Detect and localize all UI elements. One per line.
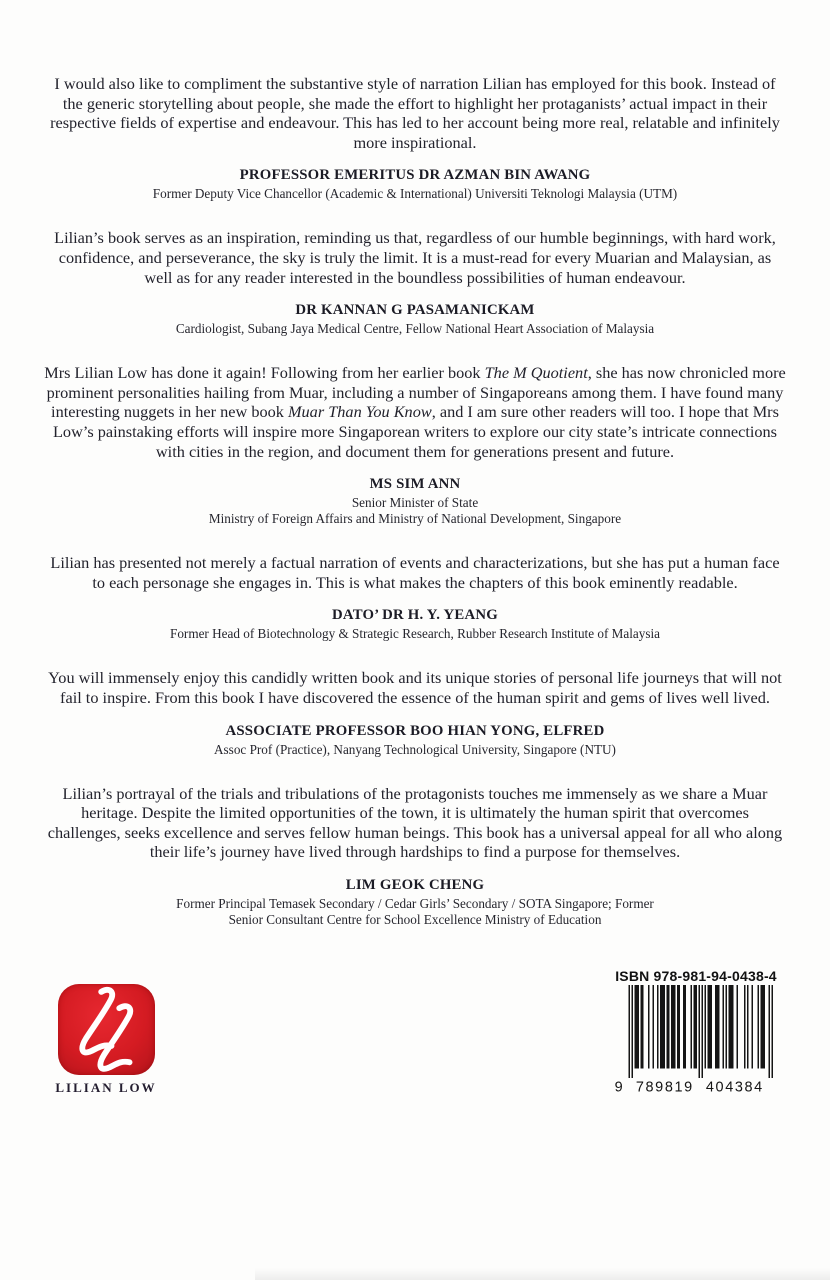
testimonials-section xyxy=(0,74,830,928)
publisher-logo-box xyxy=(58,984,155,1075)
testimonial-attribution xyxy=(0,476,830,527)
testimonial-role: Assoc Prof (Practice), Nanyang Technological University, Singapore (NTU) xyxy=(214,741,616,757)
testimonial-roles xyxy=(0,495,830,527)
testimonial-name: ASSOCIATE PROFESSOR BOO HIAN YONG, ELFRED xyxy=(225,722,605,739)
quote-book-title: Muar Than You Know xyxy=(287,402,432,422)
publisher-wordmark: LILIAN LOW xyxy=(55,1079,157,1095)
testimonial-role: Ministry of Foreign Affairs and Ministry of National Development, Singapore xyxy=(208,511,622,527)
testimonial-attribution xyxy=(0,723,830,758)
quote-book-title: The M Quotient xyxy=(484,363,588,383)
svg-text:789819: 789819 xyxy=(635,1079,693,1095)
quote-text: Lilian has presented not merely a factual narration of events and characterizations, but she has put a human face to each personage she engages in. This is what makes the chapters of this book eminently readable. xyxy=(50,553,780,592)
testimonial-role: Former Deputy Vice Chancellor (Academic & International) Universiti Teknologi Malaysia (UTM) xyxy=(152,186,678,202)
testimonial-roles xyxy=(0,742,830,758)
testimonial-quote xyxy=(43,553,787,592)
lilian-low-monogram-icon xyxy=(60,986,152,1072)
testimonial-roles xyxy=(0,321,830,337)
testimonial-role: Senior Consultant Centre for School Excellence Ministry of Education xyxy=(228,911,602,927)
testimonial-attribution xyxy=(0,167,830,202)
svg-text:404384: 404384 xyxy=(705,1079,763,1095)
testimonial-name: DR KANNAN G PASAMANICKAM xyxy=(295,302,535,319)
svg-text:9: 9 xyxy=(614,1079,623,1095)
isbn-block xyxy=(608,968,784,1095)
testimonial-quote xyxy=(43,363,787,461)
quote-text: I would also like to compliment the substantive style of narration Lilian has employed for this book. Instead of the generic storytelling about people, she made the effort to highlight her protaganists’ actual impact in their respective fields of expertise and endeavour. This has led to her account being more real, relatable and infinitely more inspirational. xyxy=(50,74,780,152)
testimonial-attribution xyxy=(0,607,830,642)
isbn-label: ISBN 978-981-94-0438-4 xyxy=(615,967,777,984)
testimonial-quote xyxy=(43,784,787,862)
testimonial-roles xyxy=(0,626,830,642)
testimonial-quote xyxy=(43,668,787,707)
testimonial-name: MS SIM ANN xyxy=(369,476,461,493)
testimonial-role: Former Principal Temasek Secondary / Cedar Girls’ Secondary / SOTA Singapore; Former xyxy=(176,895,654,911)
testimonial-roles xyxy=(0,896,830,928)
testimonial-block xyxy=(0,74,830,202)
page-bottom-shadow xyxy=(255,1268,830,1280)
testimonial-block xyxy=(0,363,830,527)
testimonial-roles xyxy=(0,186,830,202)
quote-text: , and I am sure other readers will too. I hope that Mrs Low’s painstaking efforts will inspire more Singaporean writers to explore our city state’s intricate connections with cities in the region, and document them for generations present and future. xyxy=(52,402,779,461)
testimonial-block xyxy=(0,553,830,642)
quote-text: You will immensely enjoy this candidly written book and its unique stories of personal life journeys that will not fail to inspire. From this book I have discovered the essence of the human spirit and gems of lives well lived. xyxy=(48,668,782,707)
barcode-digits xyxy=(615,1079,763,1094)
testimonial-role: Former Head of Biotechnology & Strategic Research, Rubber Research Institute of Malaysia xyxy=(170,626,660,642)
testimonial-attribution xyxy=(0,302,830,337)
testimonial-name: LIM GEOK CHENG xyxy=(345,876,485,893)
quote-text: , she has now chronicled more prominent personalities hailing from Muar, including a number of Singaporeans among them. I have found many interesting nuggets in her new book xyxy=(46,363,786,422)
quote-text: Lilian’s portrayal of the trials and tribulations of the protagonists touches me immensely as we share a Muar heritage. Despite the limited opportunities of the town, it is ultimately the human spirit that overcomes challenges, seeks excellence and serves fellow human beings. This book has a universal appeal for all who along their life’s journey have lived through hardships to find a purpose for themselves. xyxy=(47,783,783,862)
testimonial-block xyxy=(0,784,830,928)
testimonial-quote xyxy=(43,74,787,152)
quote-text: Lilian’s book serves as an inspiration, reminding us that, regardless of our humble beginnings, with hard work, confidence, and perseverance, the sky is truly the limit. It is a must-read for every Muarian and Malaysian, as well as for any reader interested in the boundless possibilities of human endeavour. xyxy=(54,228,776,287)
footer xyxy=(0,968,830,1096)
testimonial-name: DATO’ DR H. Y. YEANG xyxy=(332,607,498,624)
testimonial-name: PROFESSOR EMERITUS DR AZMAN BIN AWANG xyxy=(239,167,591,184)
publisher-logo xyxy=(54,984,158,1096)
testimonial-quote xyxy=(43,228,787,287)
testimonial-role: Cardiologist, Subang Jaya Medical Centre, Fellow National Heart Association of Malaysia xyxy=(175,321,655,337)
testimonial-attribution xyxy=(0,877,830,928)
testimonial-block xyxy=(0,228,830,337)
testimonial-role: Senior Minister of State xyxy=(351,495,479,511)
isbn-barcode xyxy=(610,985,782,1095)
quote-text: Mrs Lilian Low has done it again! Following from her earlier book xyxy=(44,363,485,383)
testimonial-block xyxy=(0,668,830,757)
